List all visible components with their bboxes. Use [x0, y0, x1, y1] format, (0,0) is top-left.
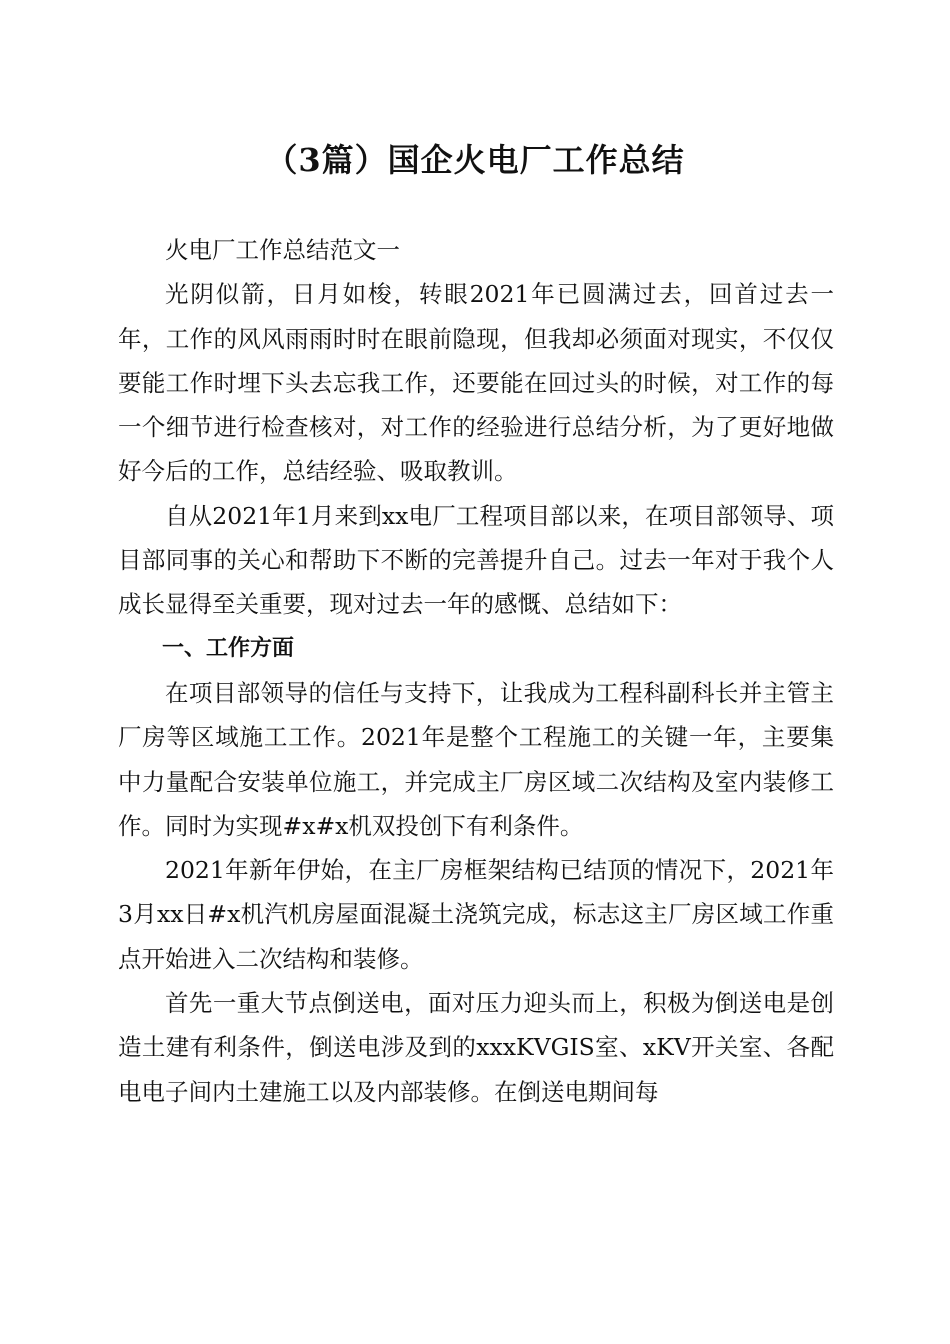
paragraph: 2021年新年伊始，在主厂房框架结构已结顶的情况下，2021年3月xx日#x机汽机房屋面混凝土浇筑完成，标志这主厂房区域工作重点开始进入二次结构和装修。: [118, 856, 834, 973]
paragraph: 在项目部领导的信任与支持下，让我成为工程科副科长并主管主厂房等区域施工工作。2021年是整个工程施工的关键一年，主要集中力量配合安装单位施工，并完成主厂房区域二次结构及室内装修工作。同时为实现#x#x机双投创下有利条件。: [118, 678, 834, 840]
document-body: [118, 228, 834, 1114]
document-title: （3篇）国企火电厂工作总结: [265, 141, 685, 179]
paragraph: 光阴似箭，日月如梭，转眼2021年已圆满过去，回首过去一年，工作的风风雨雨时时在眼前隐现，但我却必须面对现实，不仅仅要能工作时埋下头去忘我工作，还要能在回过头的时候，对工作的每一个细节进行检查核对，对工作的经验进行总结分析，为了更好地做好今后的工作，总结经验、吸取教训。: [118, 280, 834, 486]
section-heading: 一、工作方面: [162, 635, 295, 661]
paragraph: 首先一重大节点倒送电，面对压力迎头而上，积极为倒送电是创造土建有利条件，倒送电涉及到的xxxKVGIS室、xKV开关室、各配电电子间内土建施工以及内部装修。在倒送电期间每: [118, 989, 834, 1106]
paragraph: 自从2021年1月来到xx电厂工程项目部以来，在项目部领导、项目部同事的关心和帮助下不断的完善提升自己。过去一年对于我个人成长显得至关重要，现对过去一年的感慨、总结如下：: [118, 501, 834, 619]
paragraph-subtitle: 火电厂工作总结范文一: [165, 236, 400, 264]
